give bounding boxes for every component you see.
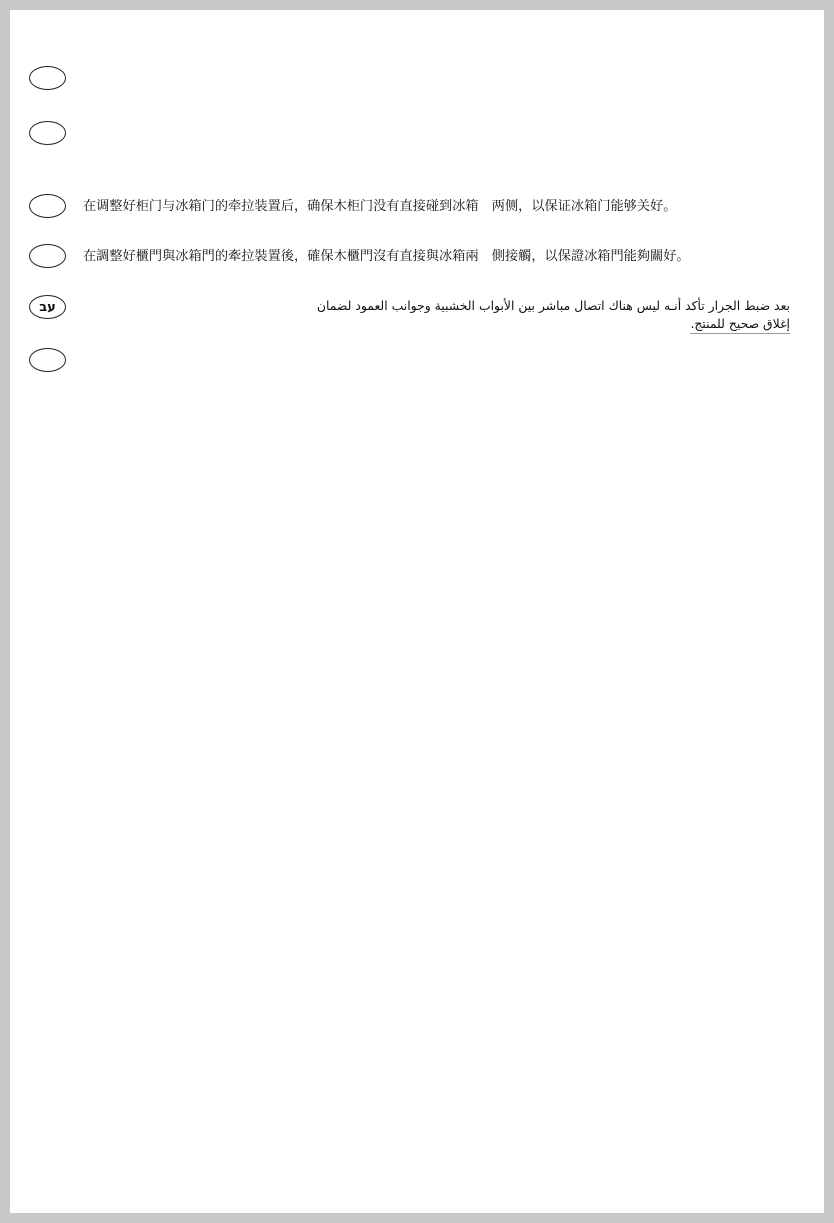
language-badge-1 bbox=[29, 66, 66, 90]
instruction-chinese-traditional: 在調整好櫃門與冰箱門的牽拉裝置後，確保木櫃門沒有直接與冰箱兩 側接觸，以保證冰箱門能夠關好。 bbox=[83, 249, 690, 264]
language-badge-chinese-simplified bbox=[29, 194, 66, 218]
language-badge-2 bbox=[29, 121, 66, 145]
language-badge-arabic-hebrew bbox=[29, 295, 66, 319]
language-badge-6-label bbox=[30, 349, 65, 371]
language-badge-1-label bbox=[30, 67, 65, 89]
instruction-arabic-line-2: إغلاق صحيح للمنتج. bbox=[690, 315, 790, 334]
language-badge-5-label: עב bbox=[39, 299, 56, 315]
instruction-arabic-line-1: بعد ضبط الجرار تأكد أنـه ليس هناك اتصال مباشر بين الأبواب الخشبية وجوانب العمود لضمان bbox=[316, 298, 790, 313]
language-badge-3-label bbox=[30, 195, 65, 217]
language-badge-4-label bbox=[30, 245, 65, 267]
language-badge-chinese-traditional bbox=[29, 244, 66, 268]
instruction-chinese-simplified: 在调整好柜门与冰箱门的牵拉装置后，确保木柜门没有直接碰到冰箱 两侧，以保证冰箱门能够关好。 bbox=[83, 199, 677, 214]
language-badge-2-label bbox=[30, 122, 65, 144]
language-badge-6 bbox=[29, 348, 66, 372]
instruction-arabic bbox=[250, 297, 790, 334]
